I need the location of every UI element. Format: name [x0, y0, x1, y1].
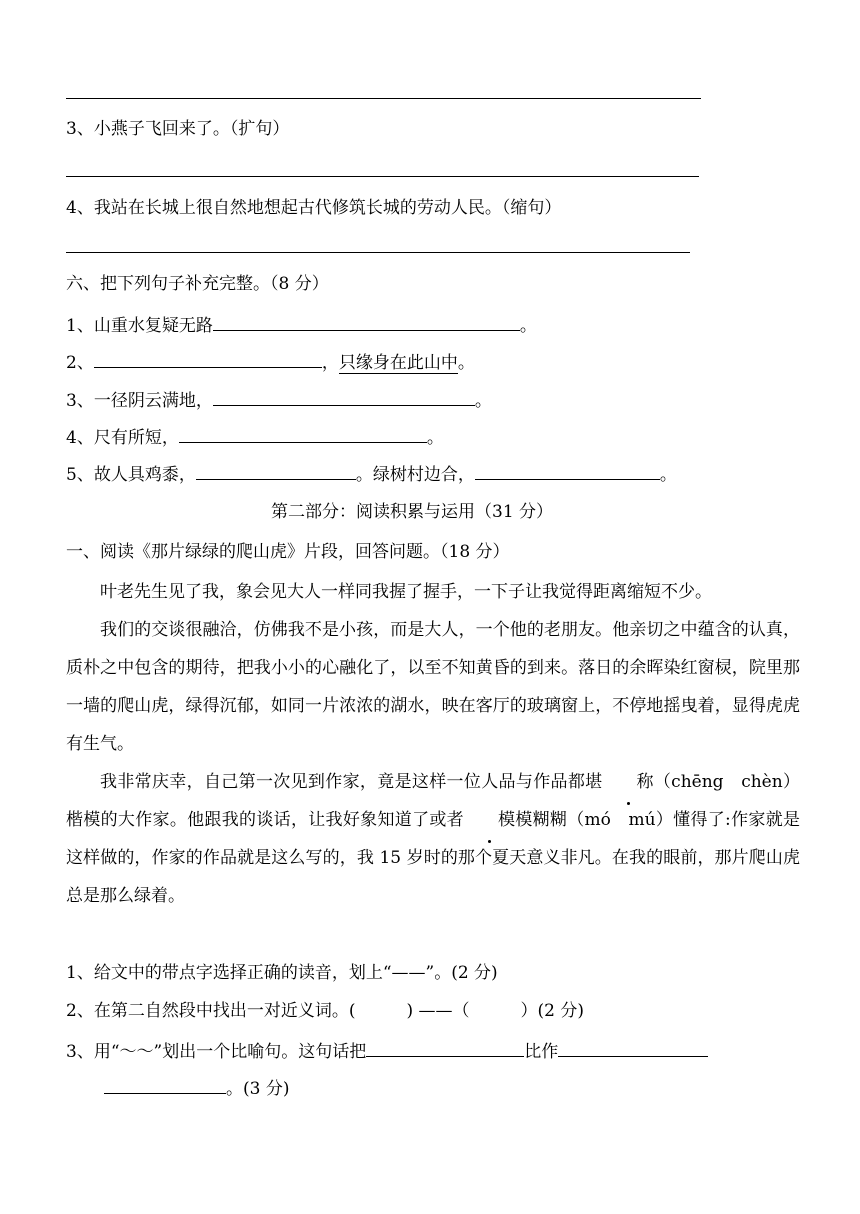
item-end: 。	[519, 316, 537, 336]
answer-blank[interactable]	[366, 1038, 524, 1057]
question-5-4: 4、我站在长城上很自然地想起古代修筑长城的劳动人民。（缩句）	[66, 198, 562, 218]
answer-line	[66, 252, 690, 253]
underlined-text: 只缘身在此山中	[338, 353, 458, 373]
reading-passage	[66, 573, 800, 915]
item-mid: 。绿树村边合，	[355, 465, 475, 485]
fill-item-5	[66, 461, 677, 487]
item-text: 2、	[66, 353, 94, 373]
fill-item-4	[66, 424, 444, 450]
reading-question-3: 3、用“～～”划出一个比喻句。这句话把 比作	[66, 1038, 708, 1064]
item-end: 。	[474, 391, 492, 411]
answer-blank[interactable]	[104, 1075, 226, 1094]
reading-question-2: 2、在第二自然段中找出一对近义词。( ) ——（ ）(2 分)	[66, 1001, 584, 1021]
passage-paragraph-1: 叶老先生见了我，象会见大人一样同我握了握手，一下子让我觉得距离缩短不少。	[100, 582, 712, 602]
reading-question-3-cont: 。(3 分)	[104, 1075, 289, 1101]
item-text: 5、故人具鸡黍，	[66, 465, 196, 485]
answer-line	[66, 176, 699, 177]
part-2-heading: 第二部分：阅读积累与运用（31 分）	[271, 502, 554, 522]
item-end: 。	[457, 353, 475, 373]
answer-blank[interactable]	[475, 461, 660, 480]
item-end: 。	[426, 428, 444, 448]
item-end: 。	[659, 465, 677, 485]
fill-item-1	[66, 312, 537, 338]
item-text: 4、尺有所短，	[66, 428, 179, 448]
passage-paragraph-2: 我们的交谈很融洽，仿佛我不是小孩，而是大人，一个他的老朋友。他亲切之中蕴含的认真，质朴之中包含的期待，把我小小的心融化了，以至不知黄昏的到来。落日的余晖染红窗棂，院里那一墙的爬山虎，绿得沉郁，如同一片浓浓的湖水，映在客厅的玻璃窗上，不停地摇曳着，显得虎虎有生气。	[66, 620, 800, 754]
answer-blank[interactable]	[558, 1038, 708, 1057]
section-6-title: 六、把下列句子补充完整。（8 分）	[66, 274, 329, 294]
question-5-3: 3、小燕子飞回来了。（扩句）	[66, 119, 290, 139]
passage-paragraph-3: 我非常庆幸，自己第一次见到作家，竟是这样一位人品与作品都堪 称（chēng chèn）楷模的大作家。他跟我的谈话，让我好象知道了或者 模模糊糊（mó mú）懂得了:作家就是这样做的，作家的作品就是这么写的，我 15 岁时的那个夏天意义非凡。在我的眼前，那片爬山虎总是那么绿着。	[66, 763, 800, 915]
answer-blank[interactable]	[196, 461, 356, 480]
fill-item-3	[66, 387, 492, 413]
item-comma: ，	[321, 353, 339, 373]
answer-line	[66, 98, 701, 99]
reading-question-title: 一、阅读《那片绿绿的爬山虎》片段，回答问题。（18 分）	[66, 542, 510, 562]
item-text: 3、一径阴云满地，	[66, 391, 213, 411]
fill-item-2	[66, 349, 475, 375]
answer-blank[interactable]	[213, 387, 475, 406]
dotted-character: 称	[603, 763, 654, 801]
dotted-character: 模	[464, 801, 515, 839]
answer-blank[interactable]	[94, 349, 322, 368]
item-text: 1、山重水复疑无路	[66, 316, 213, 336]
answer-blank[interactable]	[213, 312, 520, 331]
reading-question-1: 1、给文中的带点字选择正确的读音，划上“——”。(2 分)	[66, 963, 498, 983]
answer-blank[interactable]	[179, 424, 427, 443]
